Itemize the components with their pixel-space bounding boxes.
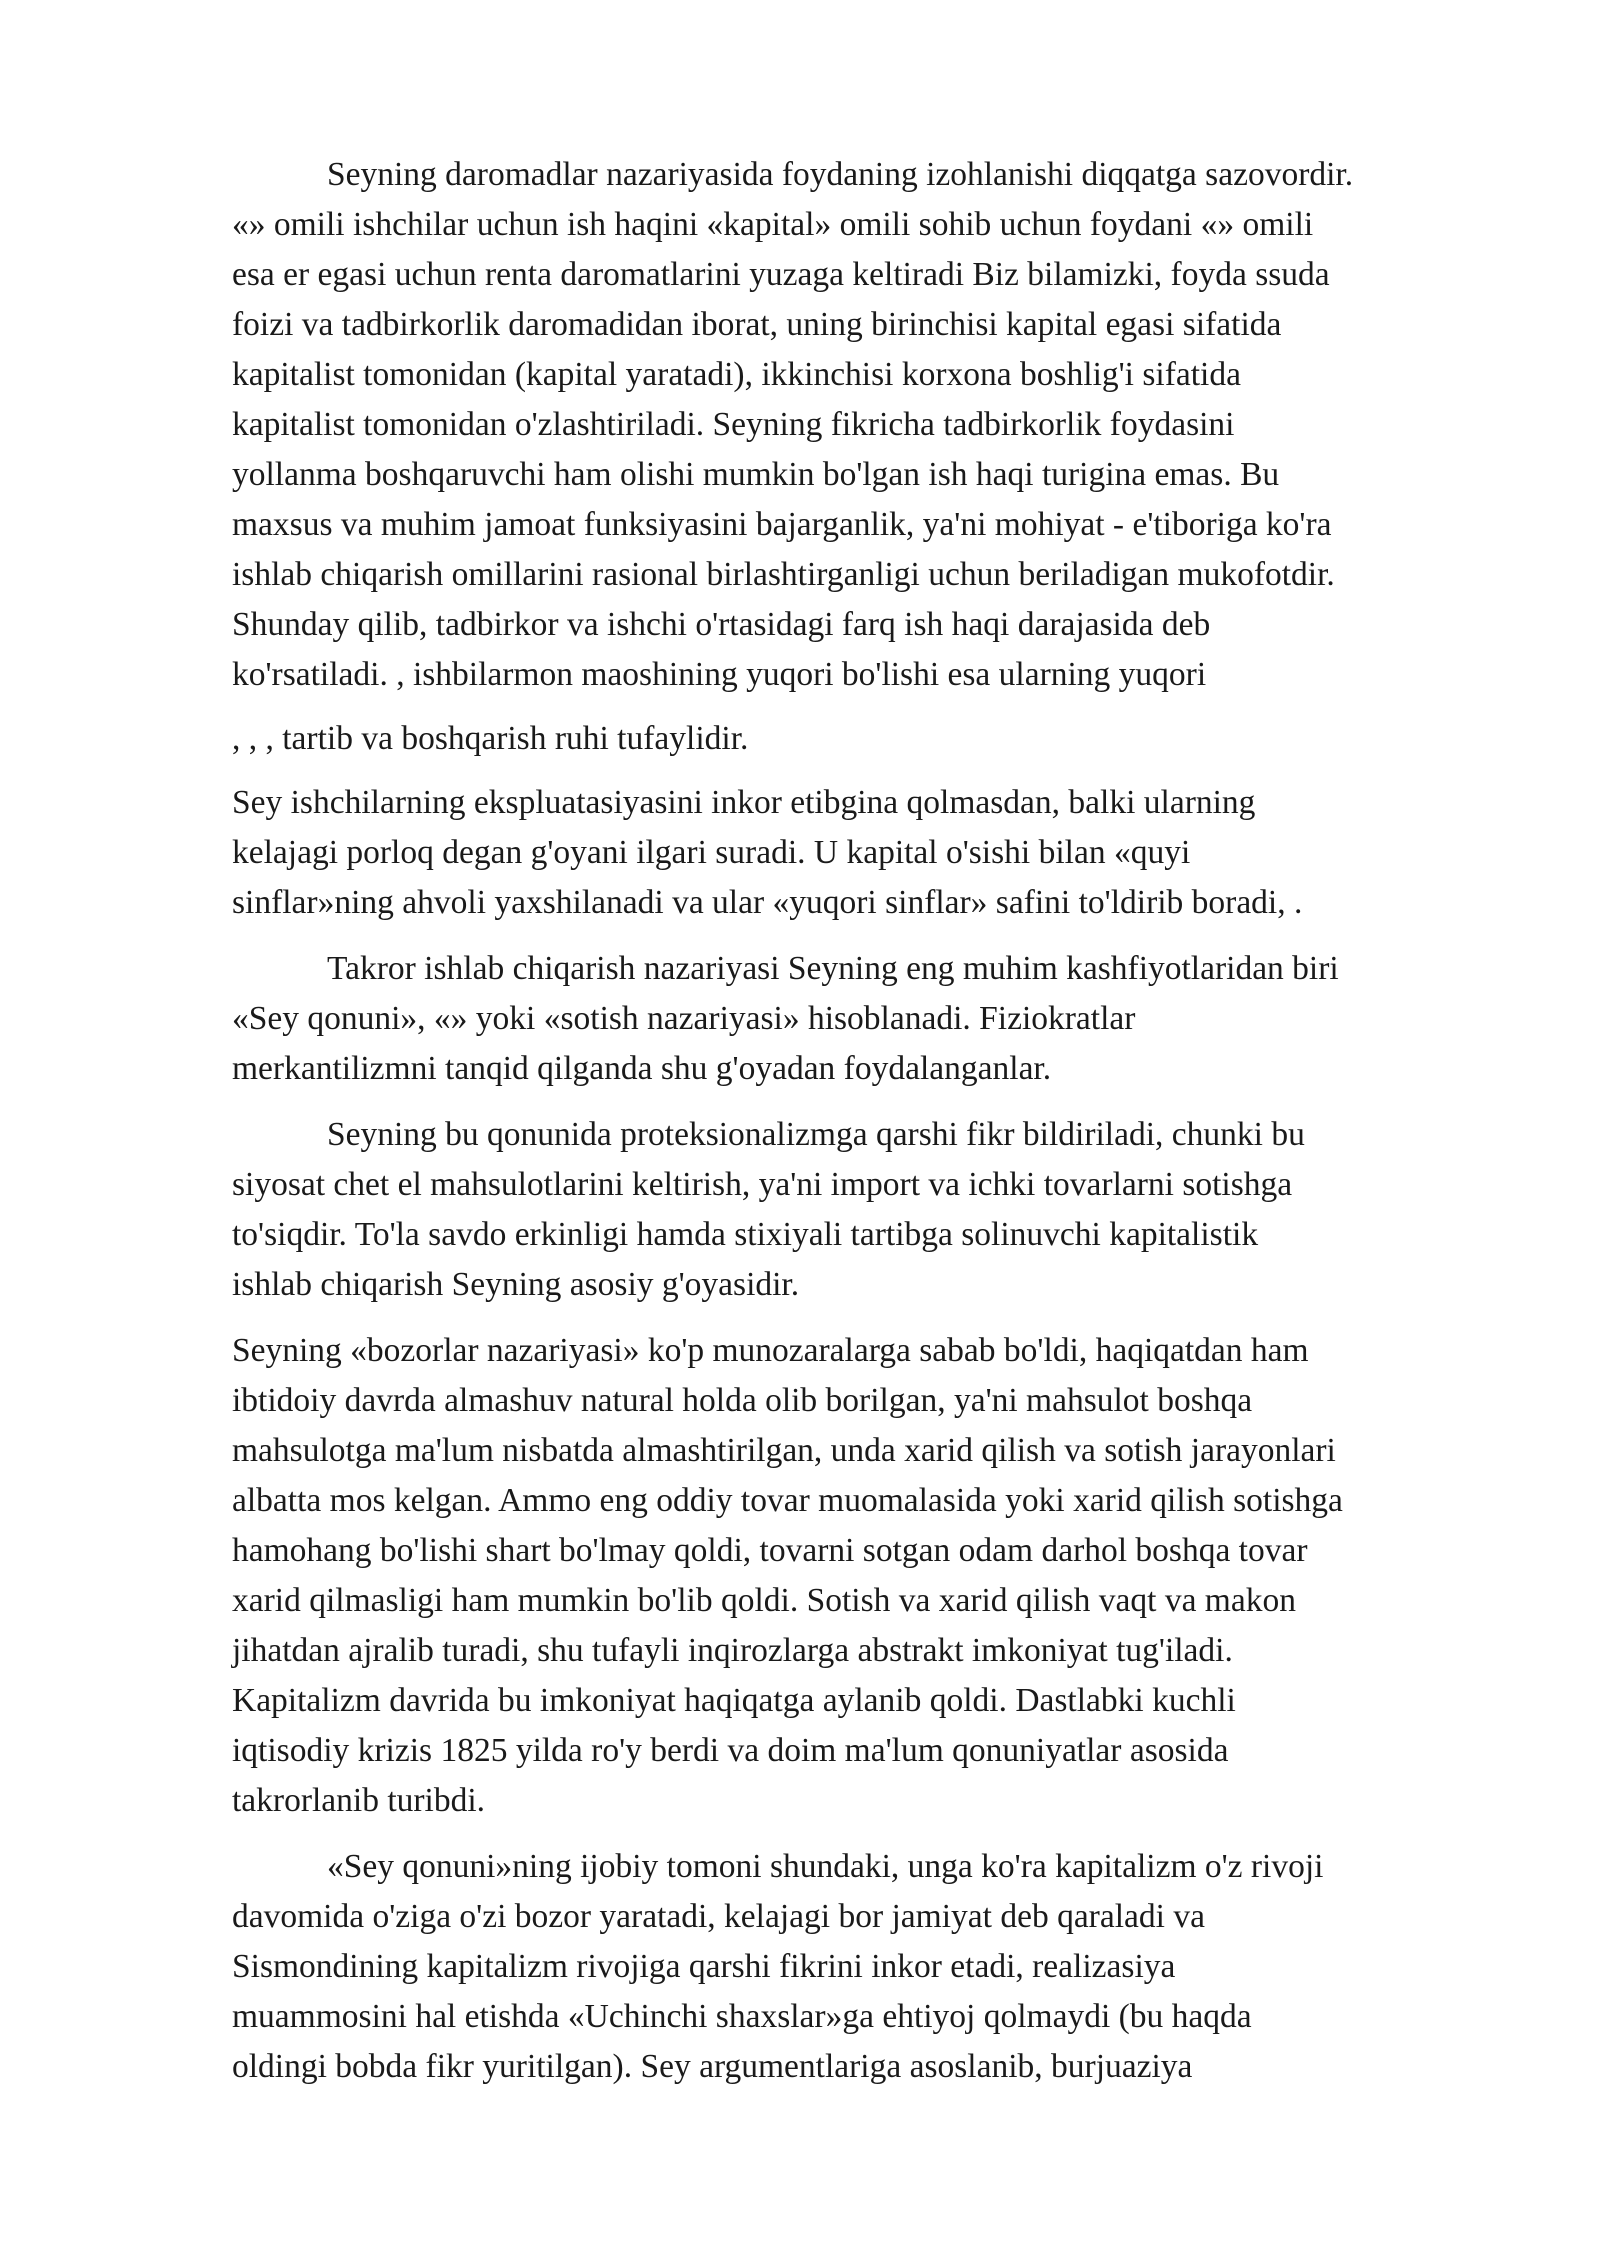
document-body xyxy=(232,150,1500,2092)
paragraph-6: Seyning «bozorlar nazariyasi» ko'p munozaralarga sabab bo'ldi, haqiqatdan ham ibtidoiy davrda almashuv natural holda olib borilgan, ya'ni mahsulot boshqa mahsulotga ma'lum nisbatda almashtirilgan, unda xarid qilish va sotish jarayonlari albatta mos kelgan. Ammo eng oddiy tovar muomalasida yoki xarid qilish sotishga hamohang bo'lishi shart bo'lmay qoldi, tovarni sotgan odam darhol boshqa tovar xarid qilmasligi ham mumkin bo'lib qoldi. Sotish va xarid qilish vaqt va makon jihatdan ajralib turadi, shu tufayli inqirozlarga abstrakt imkoniyat tug'iladi. Kapitalizm davrida bu imkoniyat haqiqatga aylanib qoldi. Dastlabki kuchli iqtisodiy krizis 1825 yilda ro'y berdi va doim ma'lum qonuniyatlar asosida takrorlanib turibdi. xyxy=(232,1332,1343,1819)
paragraph-7: «Sey qonuni»ning ijobiy tomoni shundaki, unga ko'ra kapitalizm o'z rivoji davomida o'ziga o'zi bozor yaratadi, kelajagi bor jamiyat deb qaraladi va Sismondining kapitalizm rivojiga qarshi fikrini inkor etadi, realizasiya muammosini hal etishda «Uchinchi shaxslar»ga ehtiyoj qolmaydi (bu haqda oldingi bobda fikr yuritilgan). Sey argumentlariga asoslanib, burjuaziya xyxy=(232,1848,1324,2085)
paragraph-2: , , , tartib va boshqarish ruhi tufaylidir. xyxy=(232,720,749,757)
paragraph-5: Seyning bu qonunida proteksionalizmga qarshi fikr bildiriladi, chunki bu siyosat chet el mahsulotlarini keltirish, ya'ni import va ichki tovarlarni sotishga to'siqdir. To'la savdo erkinligi hamda stixiyali tartibga solinuvchi kapitalistik ishlab chiqarish Seyning asosiy g'oyasidir. xyxy=(232,1116,1305,1303)
paragraph-3: Sey ishchilarning ekspluatasiyasini inkor etibgina qolmasdan, balki ularning kelajagi porloq degan g'oyani ilgari suradi. U kapital o'sishi bilan «quyi sinflar»ning ahvoli yaxshilanadi va ular «yuqori sinflar» safini to'ldirib boradi, . xyxy=(232,784,1303,921)
paragraph-1: Seyning daromadlar nazariyasida foydaning izohlanishi diqqatga sazovordir. «» omili ishchilar uchun ish haqini «kapital» omili sohib uchun foydani «» omili esa er egasi uchun renta daromatlarini yuzaga keltiradi Biz bilamizki, foyda ssuda foizi va tadbirkorlik daromadidan iborat, uning birinchisi kapital egasi sifatida kapitalist tomonidan (kapital yaratadi), ikkinchisi korxona boshlig'i sifatida kapitalist tomonidan o'zlashtiriladi. Seyning fikricha tadbirkorlik foydasini yollanma boshqaruvchi ham olishi mumkin bo'lgan ish haqi turigina emas. Bu maxsus va muhim jamoat funksiyasini bajarganlik, ya'ni mohiyat - e'tiboriga ko'ra ishlab chiqarish omillarini rasional birlashtirganligi uchun beriladigan mukofotdir. Shunday qilib, tadbirkor va ishchi o'rtasidagi farq ish haqi darajasida deb ko'rsatiladi. , ishbilarmon maoshining yuqori bo'lishi esa ularning yuqori xyxy=(232,156,1354,693)
paragraph-4: Takror ishlab chiqarish nazariyasi Seyning eng muhim kashfiyotlaridan biri «Sey qonuni», «» yoki «sotish nazariyasi» hisoblanadi. Fiziokratlar merkantilizmni tanqid qilganda shu g'oyadan foydalanganlar. xyxy=(232,950,1339,1087)
